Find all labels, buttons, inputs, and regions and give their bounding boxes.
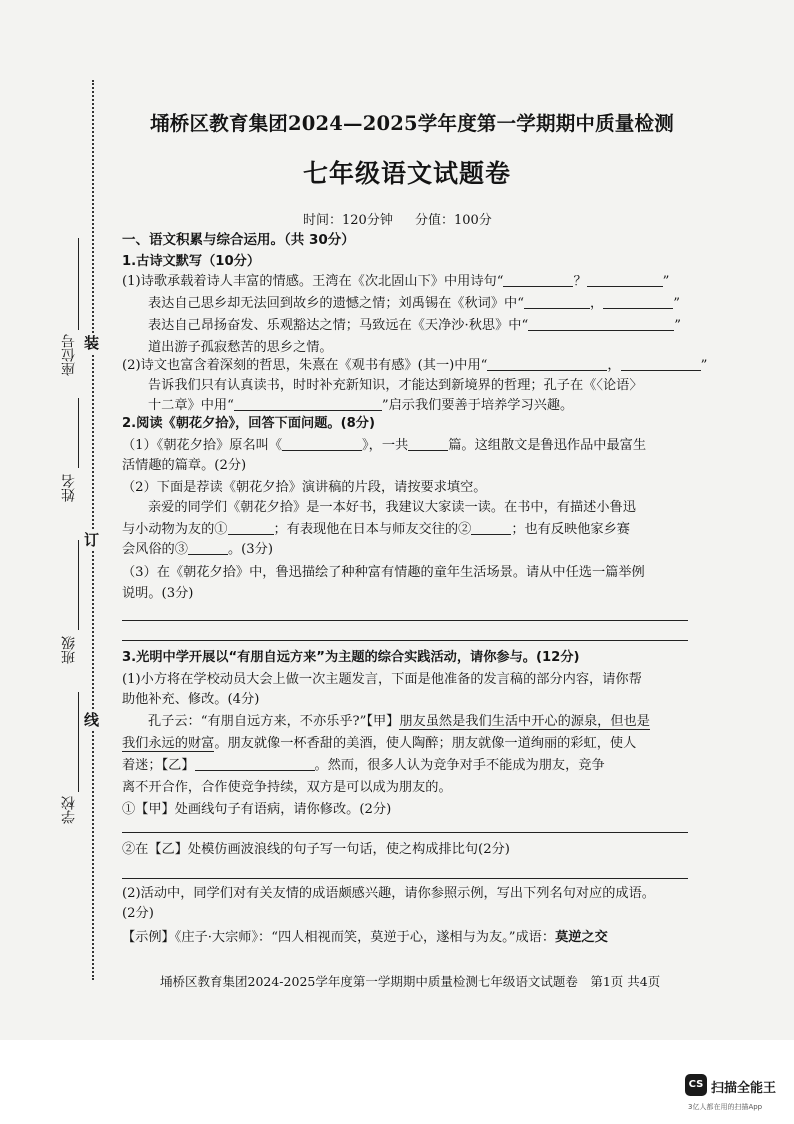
- q2-line-1: （1）《朝花夕拾》原名叫《 》，一共 篇。这组散文是鲁迅作品中最富生: [122, 438, 647, 453]
- q3-line-1: (1)小方将在学校动员大会上做一次主题发言，下面是他准备的发言稿的部分内容，请你帮: [122, 672, 642, 687]
- name-label: 姓名: [61, 474, 77, 502]
- q3-heading: 3.光明中学开展以“有朋自远方来”为主题的综合实践活动，请你参与。(12分): [122, 650, 580, 665]
- q3-line-6: 离不开合作，合作使竞争持续，双方是可以成为朋友的。: [122, 780, 452, 795]
- field-seat-number[interactable]: [20, 238, 80, 388]
- q2-line-2: 活情趣的篇章。(2分): [122, 458, 247, 473]
- exam-meta: [303, 209, 510, 228]
- class-label: 班级: [61, 636, 77, 664]
- q1-blank-1[interactable]: [503, 272, 573, 287]
- q2-blank-5[interactable]: [188, 540, 228, 555]
- q2-blank-2[interactable]: [408, 436, 448, 451]
- binding-char-xian: 线: [84, 711, 100, 729]
- q3-answer-line-1[interactable]: [122, 832, 688, 833]
- q2-answer-line-2[interactable]: [122, 640, 688, 641]
- field-school[interactable]: [20, 692, 80, 842]
- camscanner-name: 扫描全能王: [711, 1081, 777, 1096]
- q3-blank-yi[interactable]: [195, 756, 315, 771]
- q3-line-2: 助他补充、修改。(4分): [122, 692, 260, 707]
- exam-time: 时间：120分钟: [303, 213, 393, 228]
- q1-blank-6[interactable]: [487, 356, 607, 371]
- q2-answer-line-1[interactable]: [122, 620, 688, 621]
- q2-line-3: （2）下面是荐读《朝花夕拾》演讲稿的片段，请按要求填空。: [122, 480, 487, 495]
- q3-line-8: ②在【乙】处模仿画波浪线的句子写一句话，使之构成排比句(2分): [122, 842, 510, 857]
- q1-line-1: (1)诗歌承载着诗人丰富的情感。王湾在《次北固山下》中用诗句“ ？ ”: [122, 274, 670, 289]
- q1-blank-4[interactable]: [603, 294, 673, 309]
- q1-line-2: 表达自己思乡却无法回到故乡的遗憾之情；刘禹锡在《秋词》中“ ， ”: [148, 296, 680, 311]
- q1-line-5: (2)诗文也富含着深刻的哲思，朱熹在《观书有感》(其一)中用“ ， ”: [122, 358, 708, 373]
- q3-underlined-sentence-part-1: 朋友虽然是我们生活中开心的源泉，但也是: [399, 714, 650, 729]
- q3-example: 【示例】《庄子·大宗师》：“四人相视而笑，莫逆于心，遂相与为友。”成语：莫逆之交: [122, 930, 608, 945]
- q3-answer-line-2[interactable]: [122, 878, 688, 879]
- q1-blank-2[interactable]: [587, 272, 663, 287]
- q3-line-3: 孔子云：“有朋自远方来，不亦乐乎?”【甲】朋友虽然是我们生活中开心的源泉，但也是: [148, 714, 650, 729]
- exam-title: 埇桥区教育集团2024—2025学年度第一学期期中质量检测: [150, 112, 674, 135]
- page-footer: 埇桥区教育集团2024-2025学年度第一学期期中质量检测七年级语文试题卷 第1页 共4页: [160, 974, 661, 989]
- school-label: 学校: [61, 796, 77, 824]
- field-class[interactable]: [20, 540, 80, 690]
- q2-line-6: 会风俗的③ 。(3分): [122, 542, 273, 557]
- q3-line-7: ①【甲】处画线句子有语病，请你修改。(2分): [122, 802, 392, 817]
- q2-line-5: 与小动物为友的① ；有表现他在日本与师友交往的② ；也有反映他家乡赛: [122, 522, 630, 537]
- q3-line-9: (2)活动中，同学们对有关友情的成语颇感兴趣，请你参照示例，写出下列名句对应的成语。: [122, 886, 655, 901]
- q1-line-4: 道出游子孤寂愁苦的思乡之情。: [148, 340, 333, 355]
- name-line: [78, 398, 79, 468]
- seat-number-line: [78, 238, 79, 330]
- q3-underlined-sentence-part-2: 我们永远的财富: [122, 736, 215, 751]
- binding-char-ding: 订: [84, 531, 100, 549]
- q1-blank-3[interactable]: [524, 294, 590, 309]
- camscanner-logo: CS: [685, 1074, 707, 1096]
- section-1-heading: 一、语文积累与综合运用。（共 30分）: [122, 232, 355, 248]
- q2-heading: 2.阅读《朝花夕拾》，回答下面问题。(8分): [122, 416, 376, 431]
- q2-line-8: 说明。(3分): [122, 586, 194, 601]
- school-line: [78, 692, 79, 792]
- q1-line-7: 十二章》中用“ ”启示我们要善于培养学习兴趣。: [148, 398, 574, 413]
- exam-score: 分值：100分: [414, 213, 492, 228]
- q1-heading: 1.古诗文默写（10分）: [122, 254, 261, 269]
- q2-line-7: （3）在《朝花夕拾》中，鲁迅描绘了种种富有情趣的童年生活场景。请从中任选一篇举例: [122, 565, 645, 580]
- q1-line-3: 表达自己昂扬奋发、乐观豁达之情；马致远在《天净沙·秋思》中“ ”: [148, 318, 681, 333]
- q1-blank-7[interactable]: [621, 356, 701, 371]
- q1-blank-8[interactable]: [234, 396, 382, 411]
- q3-line-5: 着迷；【乙】 。然而，很多人认为竞争对手不能成为朋友，竞争: [122, 758, 605, 773]
- exam-subtitle: 七年级语文试题卷: [302, 159, 511, 188]
- q1-line-6: 告诉我们只有认真读书，时时补充新知识，才能达到新境界的哲理；孔子在《〈论语〉: [148, 378, 643, 393]
- q3-line-10: (2分): [122, 906, 154, 921]
- q1-blank-5[interactable]: [528, 316, 674, 331]
- field-name[interactable]: [20, 398, 80, 548]
- q2-blank-4[interactable]: [471, 520, 511, 535]
- seat-number-label: 座位号: [61, 334, 77, 376]
- class-line: [78, 540, 79, 630]
- q2-blank-3[interactable]: [228, 520, 274, 535]
- camscanner-tagline: 3亿人都在用的扫描App: [688, 1103, 763, 1111]
- q2-line-4: 亲爱的同学们《朝花夕拾》是一本好书，我建议大家读一读。在书中，有描述小鲁迅: [148, 500, 636, 515]
- binding-char-zhuang: 装: [84, 334, 100, 352]
- q2-blank-1[interactable]: [282, 436, 362, 451]
- q3-example-answer: 莫逆之交: [555, 930, 608, 945]
- q3-line-4: 我们永远的财富。朋友就像一杯香甜的美酒，使人陶醉；朋友就像一道绚丽的彩虹，使人: [122, 736, 637, 751]
